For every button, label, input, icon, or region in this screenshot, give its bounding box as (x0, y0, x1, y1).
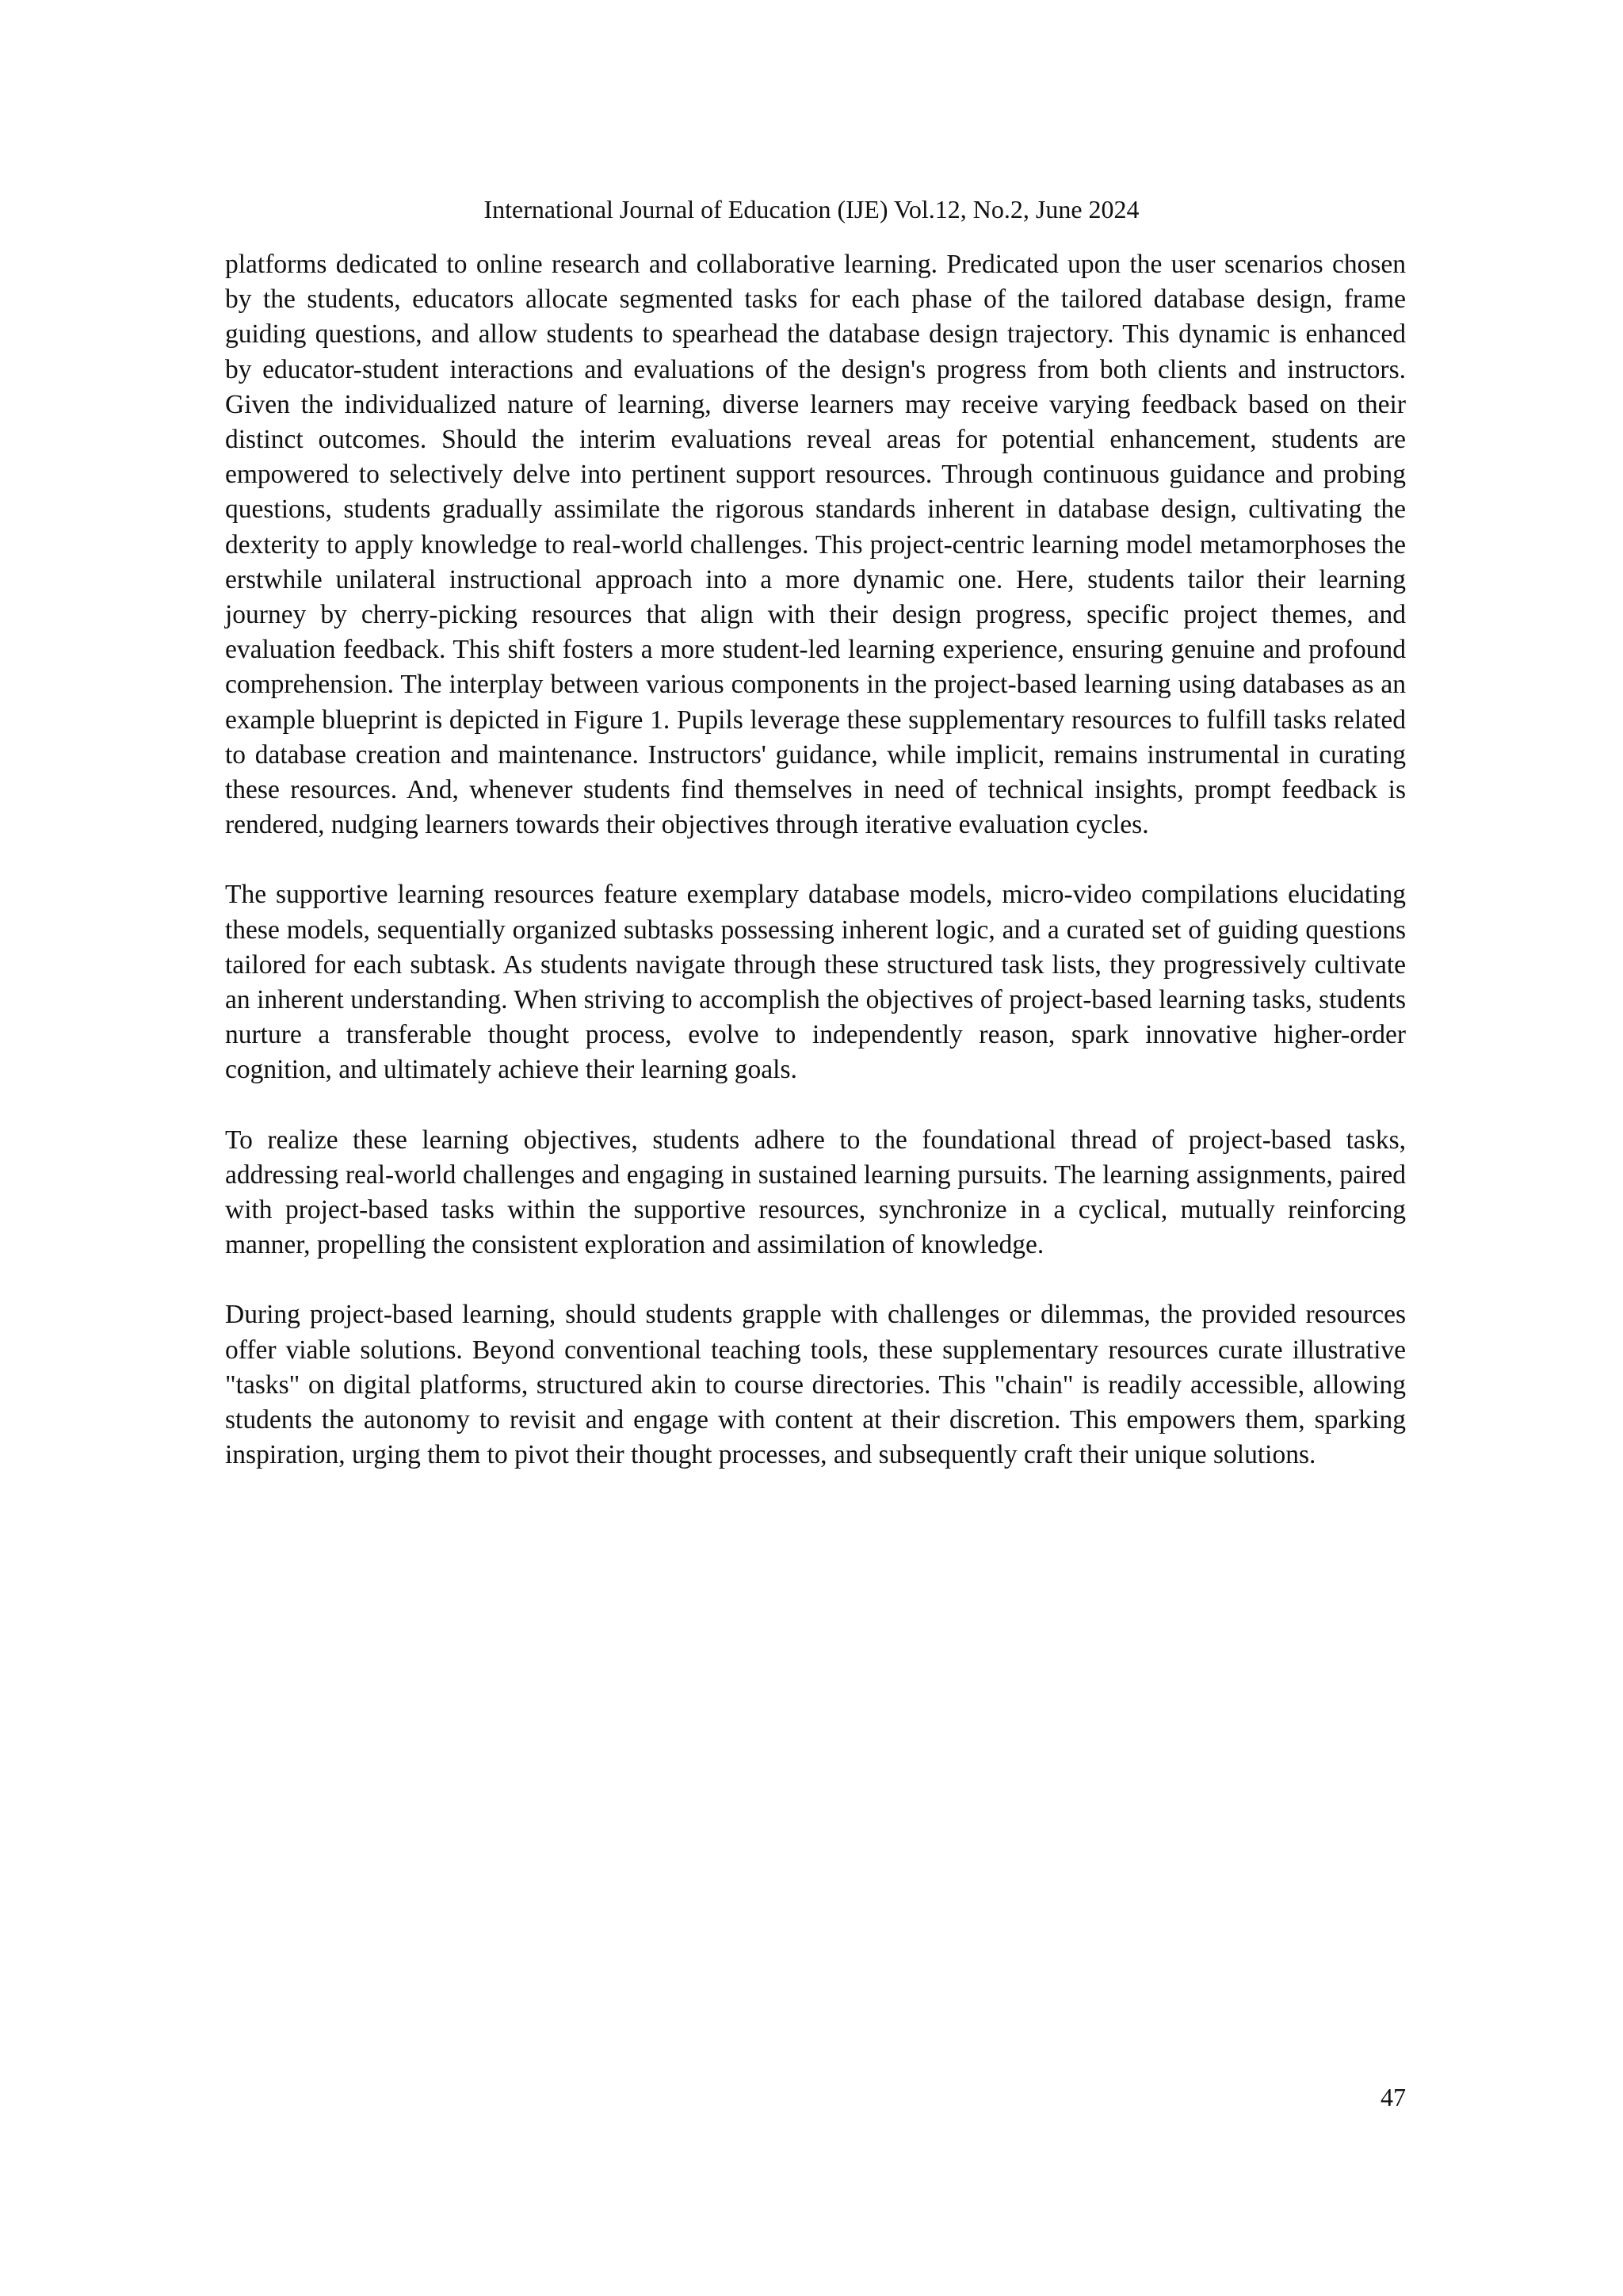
page-number: 47 (1381, 2083, 1406, 2111)
paragraph-2: The supportive learning resources feature exemplary database models, micro-video compilations elucidating these models, sequentially organized subtasks possessing inherent logic, and a curated set of guiding questions tailored for each subtask. As students navigate through these structured task lists, they progressively cultivate an inherent understanding. When striving to accomplish the objectives of project-based learning tasks, students nurture a transferable thought process, evolve to independently reason, spark innovative higher-order cognition, and ultimately achieve their learning goals. (225, 880, 1406, 1085)
running-header: International Journal of Education (IJE) Vol.12, No.2, June 2024 (483, 195, 1140, 223)
article-body (225, 247, 1406, 1473)
paragraph-4: During project-based learning, should students grapple with challenges or dilemmas, the provided resources offer viable solutions. Beyond conventional teaching tools, these supplementary resources curate illustrative "tasks" on digital platforms, structured akin to course directories. This "chain" is readily accessible, allowing students the autonomy to revisit and engage with content at their discretion. This empowers them, sparking inspiration, urging them to pivot their thought processes, and subsequently craft their unique solutions. (225, 1300, 1406, 1470)
paragraph-1: platforms dedicated to online research and collaborative learning. Predicated upon the user scenarios chosen by the students, educators allocate segmented tasks for each phase of the tailored database design, frame guiding questions, and allow students to spearhead the database design trajectory. This dynamic is enhanced by educator-student interactions and evaluations of the design's progress from both clients and instructors. Given the individualized nature of learning, diverse learners may receive varying feedback based on their distinct outcomes. Should the interim evaluations reveal areas for potential enhancement, students are empowered to selectively delve into pertinent support resources. Through continuous guidance and probing questions, students gradually assimilate the rigorous standards inherent in database design, cultivating the dexterity to apply knowledge to real-world challenges. This project-centric learning model metamorphoses the erstwhile unilateral instructional approach into a more dynamic one. Here, students tailor their learning journey by cherry-picking resources that align with their design progress, specific project themes, and evaluation feedback. This shift fosters a more student-led learning experience, ensuring genuine and profound comprehension. The interplay between various components in the project-based learning using databases as an example blueprint is depicted in Figure 1. Pupils leverage these supplementary resources to fulfill tasks related to database creation and maintenance. Instructors' guidance, while implicit, remains instrumental in curating these resources. And, whenever students find themselves in need of technical insights, prompt feedback is rendered, nudging learners towards their objectives through iterative evaluation cycles. (225, 250, 1406, 840)
paragraph-3: To realize these learning objectives, students adhere to the foundational thread of project-based tasks, addressing real-world challenges and engaging in sustained learning pursuits. The learning assignments, paired with project-based tasks within the supportive resources, synchronize in a cyclical, mutually reinforcing manner, propelling the consistent exploration and assimilation of knowledge. (225, 1125, 1406, 1260)
